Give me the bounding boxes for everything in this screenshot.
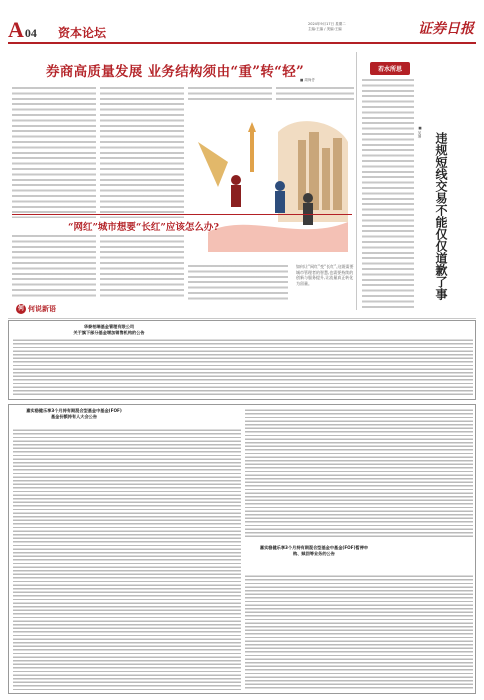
header-info: 2024年9月17日 星期二 主编:王编 / 美编:王编 — [308, 22, 346, 31]
figure-blue — [275, 181, 285, 213]
second-column-1 — [12, 234, 96, 300]
lead-headline: 券商高质量发展 业务结构须由“重”转“轻” — [46, 64, 305, 80]
sidebar-divider — [356, 52, 357, 310]
notice-2-body-right — [245, 409, 473, 537]
section-title: 资本论坛 — [58, 26, 107, 40]
city-illustration — [188, 102, 356, 264]
notice-1 — [8, 320, 476, 400]
page-number: A04 — [8, 17, 37, 42]
notice-2-body-left — [13, 429, 241, 691]
notice-3-title: 嘉实稳健乐享3个月持有期混合型基金中基金(FOF)暂停申购、赎回等业务的公告 — [259, 545, 369, 556]
figure-red — [231, 175, 241, 207]
tag-icon: 何 — [17, 305, 24, 312]
notice-2 — [8, 404, 476, 694]
sidebar-author: ■ 吴珊 — [418, 126, 422, 139]
newspaper-logo: 证券日报 — [418, 21, 474, 37]
second-column-2 — [100, 234, 184, 300]
second-headline: “网红”城市想要“长红”应该怎么办? — [68, 222, 219, 233]
sidebar-column-1 — [362, 78, 414, 310]
column-tag: 何 何说新语 — [17, 305, 56, 313]
notice-3-body — [245, 575, 473, 691]
lead-column-2 — [100, 86, 184, 218]
sidebar-title: 违规短线交易不能仅仅道歉了事 — [434, 132, 448, 300]
notice-1-body — [13, 339, 473, 397]
lead-byline: ■ 周尚伃 — [300, 78, 315, 82]
page-header — [8, 18, 476, 44]
lead-column-1 — [12, 86, 96, 218]
notice-1-title: 华泰柏瑞基金管理有限公司 关于旗下部分基金增加销售机构的公告 — [73, 324, 145, 335]
pull-quote: 如何让“网红”变“长红”,这既需要城市管理者的智慧,也需要持续的创新与服务提升,让流量真正转化为留量。 — [296, 264, 354, 286]
article-divider — [12, 214, 352, 215]
sidebar-label: 若水所思 — [370, 62, 410, 75]
second-column-3 — [188, 264, 288, 300]
notice-2-title: 嘉实稳健乐享3个月持有期混合型基金中基金(FOF) 基金份额持有人大会公告 — [26, 408, 122, 419]
figure-dark — [303, 193, 313, 225]
notice-divider — [8, 318, 476, 319]
